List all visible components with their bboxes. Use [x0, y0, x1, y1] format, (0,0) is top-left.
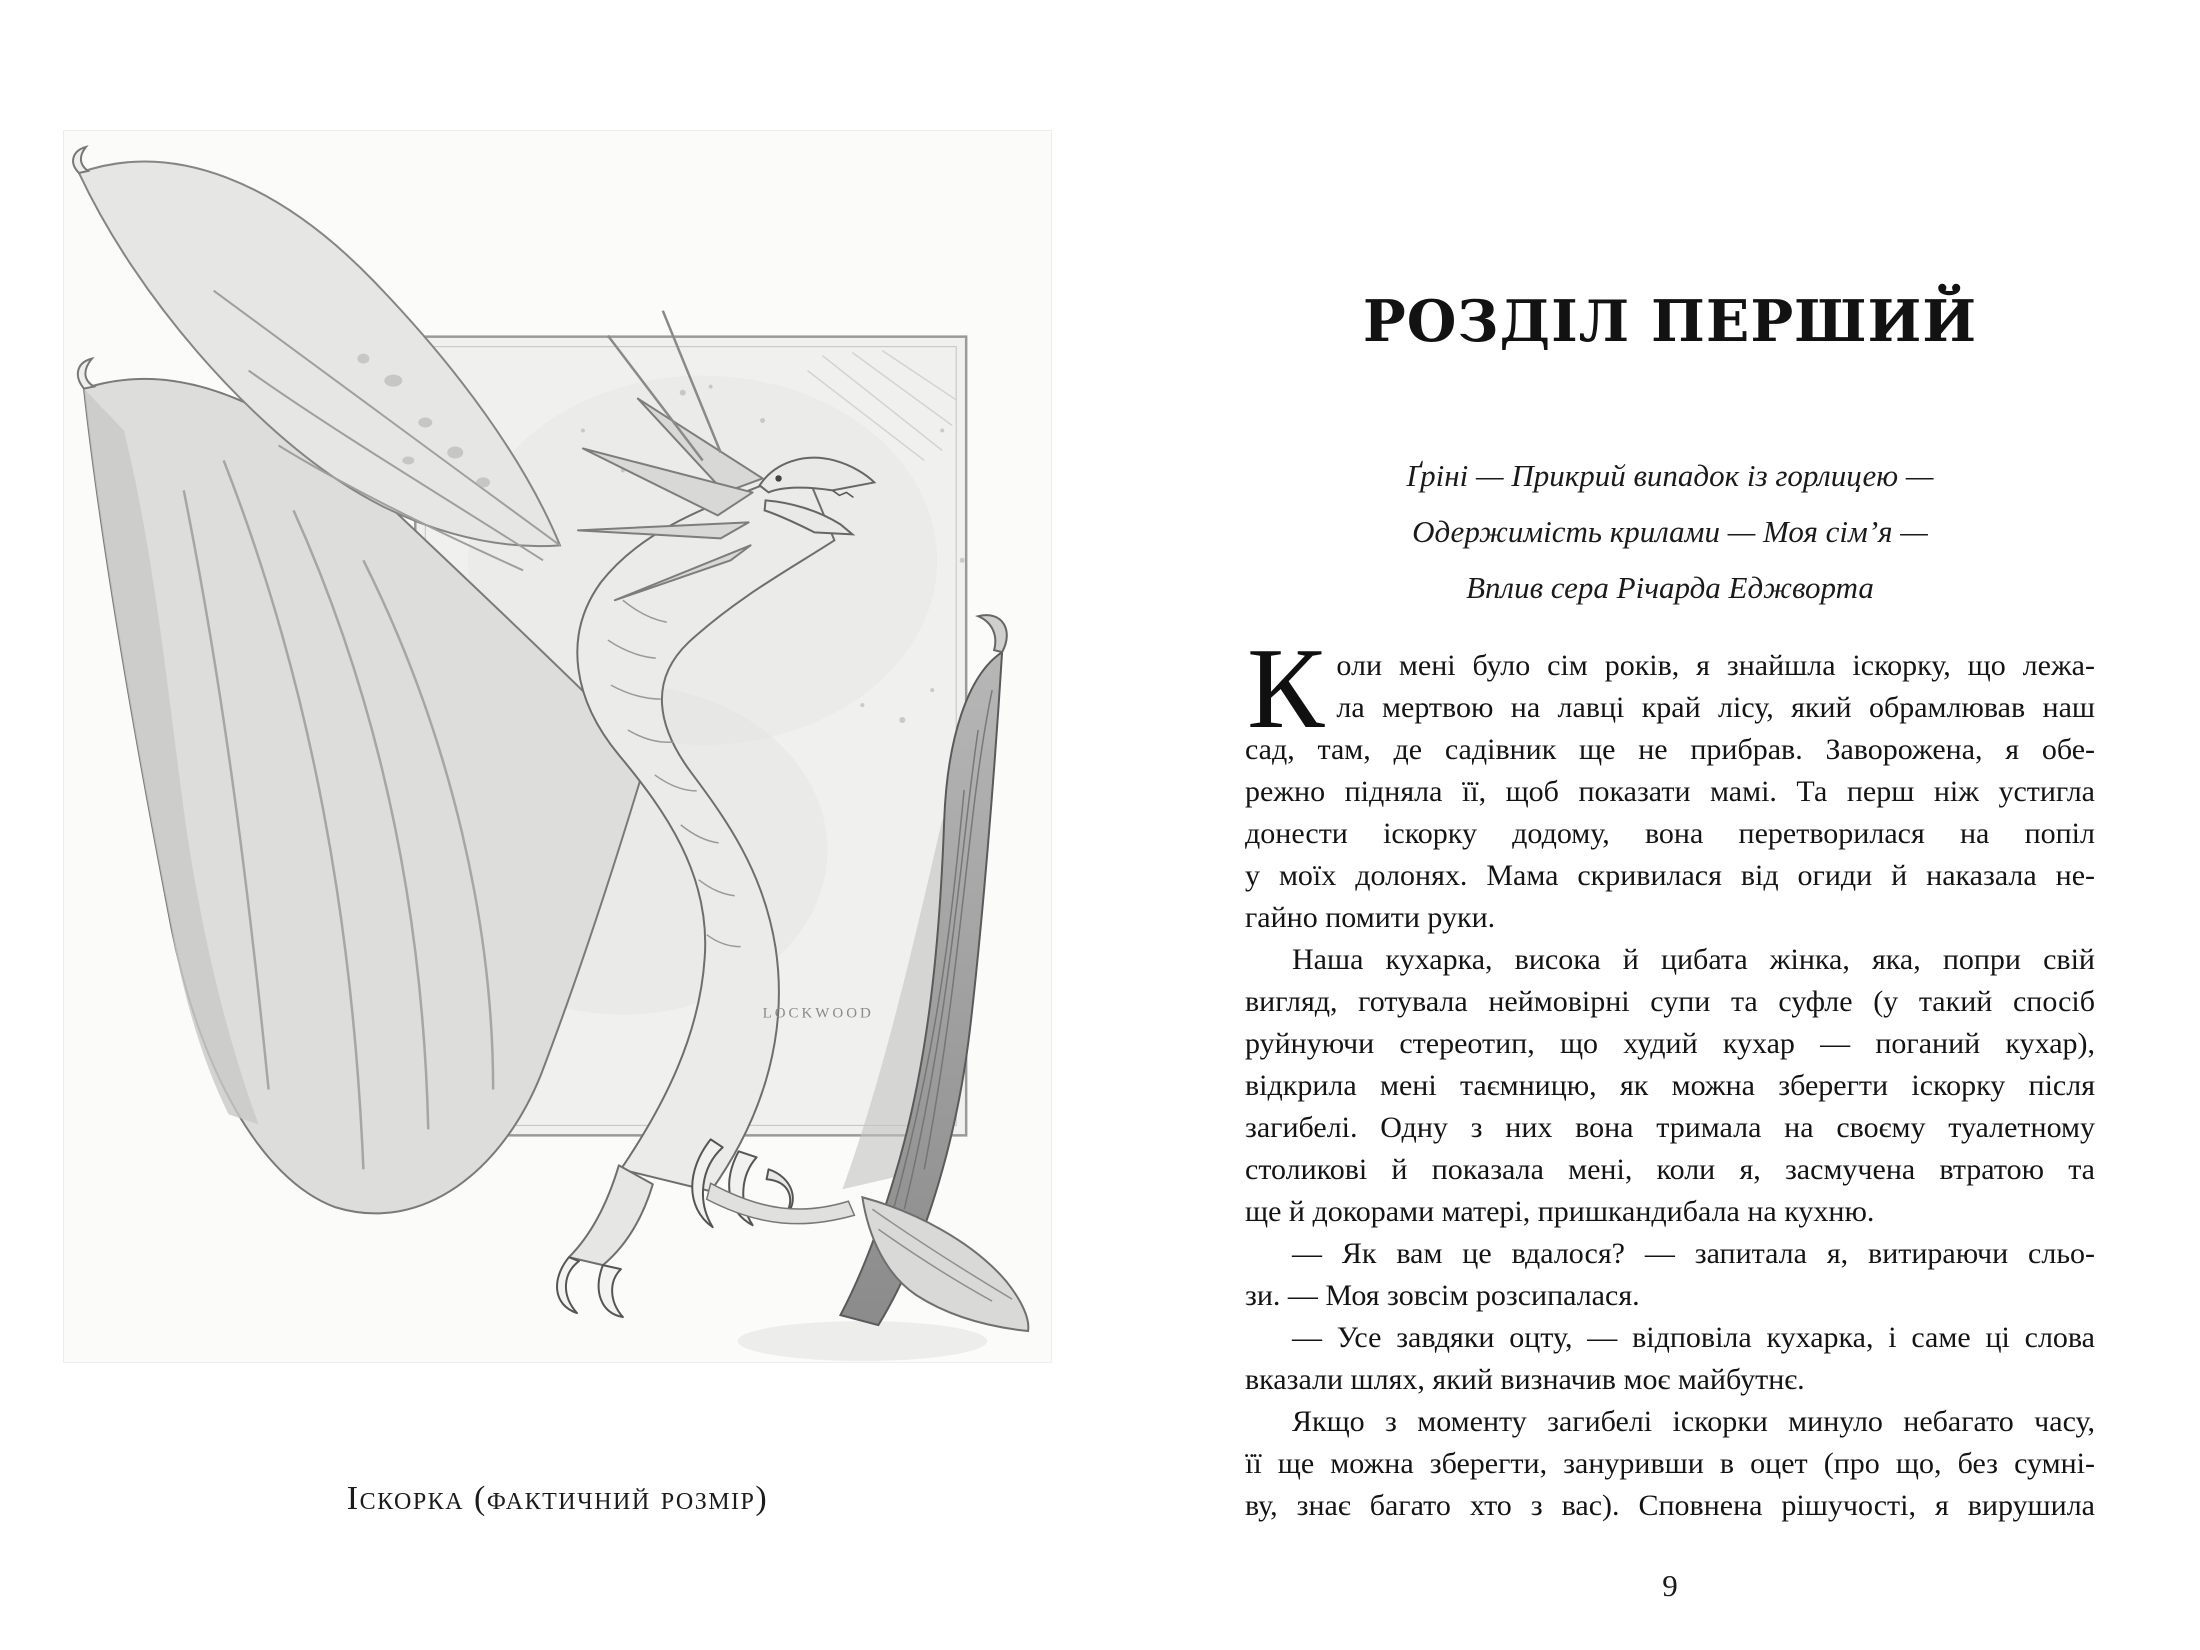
paragraph [1245, 1317, 2095, 1401]
text-line: руйнуючи стереотип, що худий кухар — поганий кухар), [1245, 1027, 2095, 1060]
text-line: відкрила мені таємницю, як можна зберегти іскорку після [1245, 1069, 2095, 1102]
text-line: режно підняла її, щоб показати мамі. Та перш ніж устигла [1245, 775, 2095, 808]
text-line: ла мертвою на лавці край лісу, який обрамлював наш [1336, 691, 2095, 724]
epigraph-line: Вплив сера Річарда Еджворта [1466, 570, 1874, 605]
paragraph [1245, 1401, 2095, 1527]
drop-cap: К [1247, 625, 1325, 753]
text-line: вказали шлях, який визначив моє майбутнє. [1245, 1363, 1805, 1396]
text-line: — Усе завдяки оцту, — відповіла кухарка, і саме ці слова [1292, 1321, 2095, 1354]
text-line: її ще можна зберегти, зануривши в оцет (про що, без сумні- [1245, 1447, 2095, 1480]
text-line: зи. — Моя зовсім розсипалася. [1245, 1279, 1640, 1312]
text-line: столикові й показала мені, коли я, засмучена втратою та [1245, 1153, 2095, 1186]
text-line: гайно помити руки. [1245, 901, 1496, 934]
text-line: донести іскорку додому, вона перетворилася на попіл [1245, 817, 2095, 850]
epigraph-line: Одержимість крилами — Моя сім’я — [1412, 514, 1928, 549]
text-line: ще й докорами матері, пришкандибала на кухню. [1245, 1195, 1875, 1228]
dragon-sketch [64, 131, 1051, 1362]
page-number: 9 [1662, 1568, 1678, 1603]
text-line: вигляд, готувала неймовірні супи та суфле (у такий спосіб [1245, 985, 2095, 1018]
text-line: ву, знає багато хто з вас). Сповнена рішучості, я вирушила [1245, 1489, 2095, 1522]
body-text [1245, 625, 2095, 1527]
artist-signature: LOCKWOOD [762, 1005, 874, 1022]
text-line: Якщо з моменту загибелі іскорки минуло небагато часу, [1292, 1405, 2095, 1438]
illustration-caption: Іскорка (фактичний розмір) [346, 1480, 769, 1517]
text-line: Наша кухарка, висока й цибата жінка, яка, попри свій [1292, 943, 2095, 976]
text-line: оли мені було сім років, я знайшла іскорку, що лежа- [1336, 649, 2095, 682]
paragraph [1245, 939, 2095, 1233]
paragraph [1245, 625, 2095, 939]
text-line: сад, там, де садівник ще не прибрав. Заворожена, я обе- [1245, 733, 2095, 766]
epigraph-line: Ґріні — Прикрий випадок із горлицею — [1406, 458, 1934, 493]
chapter-title: РОЗДІЛ ПЕРШИЙ [1362, 288, 1978, 355]
text-line: — Як вам це вдалося? — запитала я, витираючи сльо- [1292, 1237, 2095, 1270]
text-line: у моїх долонях. Мама скривилася від огиди й наказала не- [1245, 859, 2095, 892]
text-line: загибелі. Одну з них вона тримала на своєму туалетному [1245, 1111, 2095, 1144]
dragon-illustration-plate [63, 130, 1052, 1363]
epigraph [1245, 448, 2095, 616]
paragraph [1245, 1233, 2095, 1317]
